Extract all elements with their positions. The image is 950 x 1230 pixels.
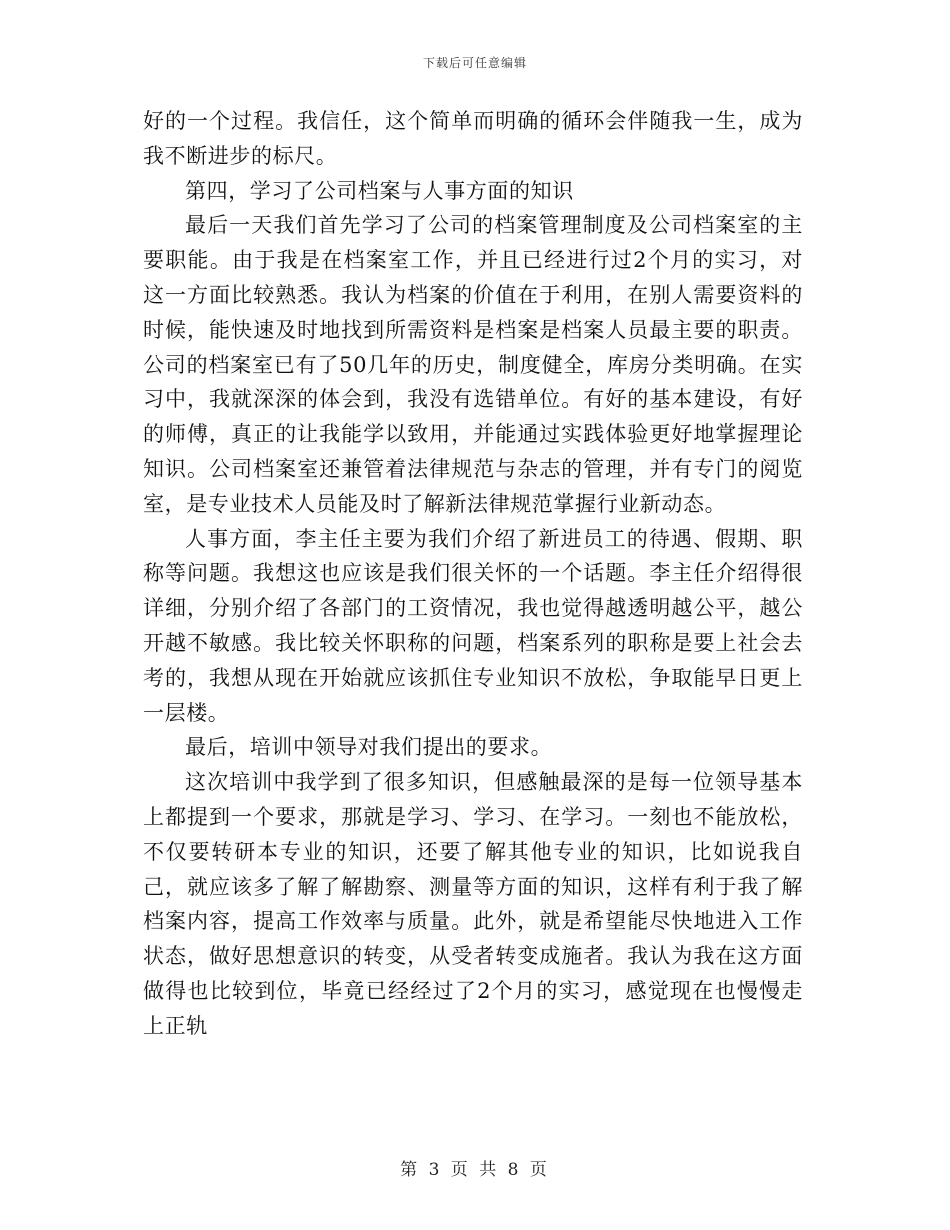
paragraph-1: 好的一个过程。我信任，这个简单而明确的循环会伴随我一生，成为我不断进步的标尺。 (143, 109, 803, 168)
page-number-footer: 第 3 页 共 8 页 (400, 1160, 550, 1180)
paragraph-archives: 最后一天我们首先学习了公司的档案管理制度及公司档案室的主要职能。由于我是在档案室工作，并且已经进行过2个月的实习，对这一方面比较熟悉。我认为档案的价值在于利用，在别人需要资料的时候，能快速及时地找到所需资料是档案是档案人员最主要的职责。公司的档案室已有了50几年的历史，制度健全，库房分类明确。在实习中，我就深深的体会到，我没有选错单位。有好的基本建设，有好的师傅，真正的让我能学以致用，并能通过实践体验更好地掌握理论知识。公司档案室还兼管着法律规范与杂志的管理，并有专门的阅览室，是专业技术人员能及时了解新法律规范掌握行业新动态。 (143, 213, 803, 516)
paragraph-personnel: 人事方面，李主任主要为我们介绍了新进员工的待遇、假期、职称等问题。我想这也应该是我们很关怀的一个话题。李主任介绍得很详细，分别介绍了各部门的工资情况，我也觉得越透明越公平，越公开越不敏感。我比较关怀职称的问题，档案系列的职称是要上社会去考的，我想从现在开始就应该抓住专业知识不放松，争取能早日更上一层楼。 (143, 526, 803, 725)
paragraph-requirements: 这次培训中我学到了很多知识，但感触最深的是每一位领导基本上都提到一个要求，那就是学习、学习、在学习。一刻也不能放松，不仅要转研本专业的知识，还要了解其他专业的知识，比如说我自己，就应该多了解了解勘察、测量等方面的知识，这样有利于我了解档案内容，提高工作效率与质量。此外，就是希望能尽快地进入工作状态，做好思想意识的转变，从受者转变成施者。我认为我在这方面做得也比较到位，毕竟已经经过了2个月的实习，感觉现在也慢慢走上正轨 (143, 770, 803, 1038)
page-header: 下载后可任意编辑 (422, 56, 527, 70)
section-heading-archives-hr: 第四，学习了公司档案与人事方面的知识 (185, 178, 574, 203)
document-body (143, 104, 803, 1044)
section-heading-requirements: 最后，培训中领导对我们提出的要求。 (185, 735, 553, 760)
